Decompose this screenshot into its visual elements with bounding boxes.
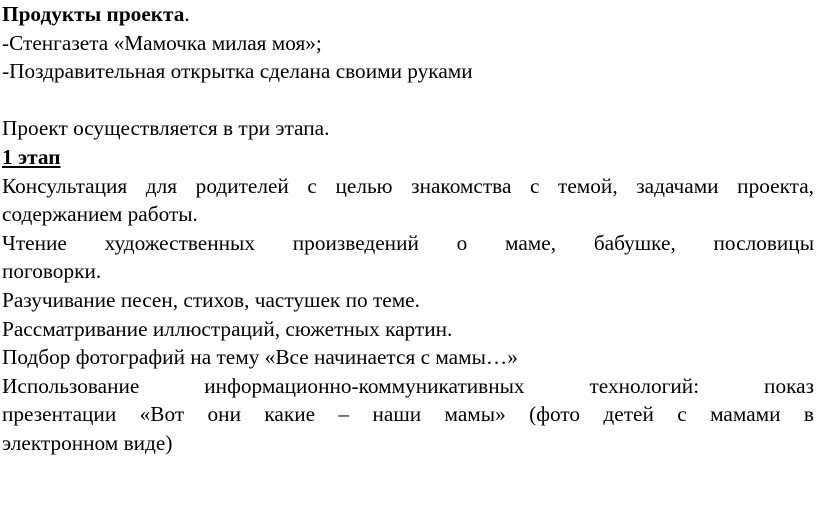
paragraph-line: содержанием работы. [2, 202, 198, 227]
paragraph-line: Подбор фотографий на тему «Все начинается с мамы…» [2, 345, 518, 370]
stage1-heading-line [2, 143, 814, 172]
intro-text: Проект осуществляется в три этапа. [2, 116, 330, 141]
paragraph-line-justified: Консультация для родителей с целью знакомства с темой, задачами проекта, [2, 173, 814, 198]
products-heading-period: . [184, 2, 190, 26]
stage1-heading: 1 этап [2, 144, 61, 169]
product-item: -Стенгазета «Мамочка милая моя»; [2, 30, 322, 55]
paragraph-line-justified: презентации «Вот они какие – наши мамы» (фото детей с мамами в [2, 402, 814, 427]
paragraph-line-justified: Использование информационно-коммуникативных технологий: показ [2, 373, 814, 398]
product-item: -Поздравительная открытка сделана своими руками [2, 59, 473, 84]
paragraph-line-justified: Чтение художественных произведений о маме, бабушке, пословицы [2, 230, 814, 255]
paragraph-line: поговорки. [2, 259, 102, 284]
blank-line [2, 86, 814, 115]
paragraph-line: Разучивание песен, стихов, частушек по теме. [2, 287, 420, 312]
products-heading-line [2, 0, 814, 29]
paragraph-line: Рассматривание иллюстраций, сюжетных картин. [2, 316, 453, 341]
document-page [2, 0, 814, 458]
paragraph-line: электронном виде) [2, 430, 173, 455]
products-heading: Продукты проекта [2, 2, 185, 26]
